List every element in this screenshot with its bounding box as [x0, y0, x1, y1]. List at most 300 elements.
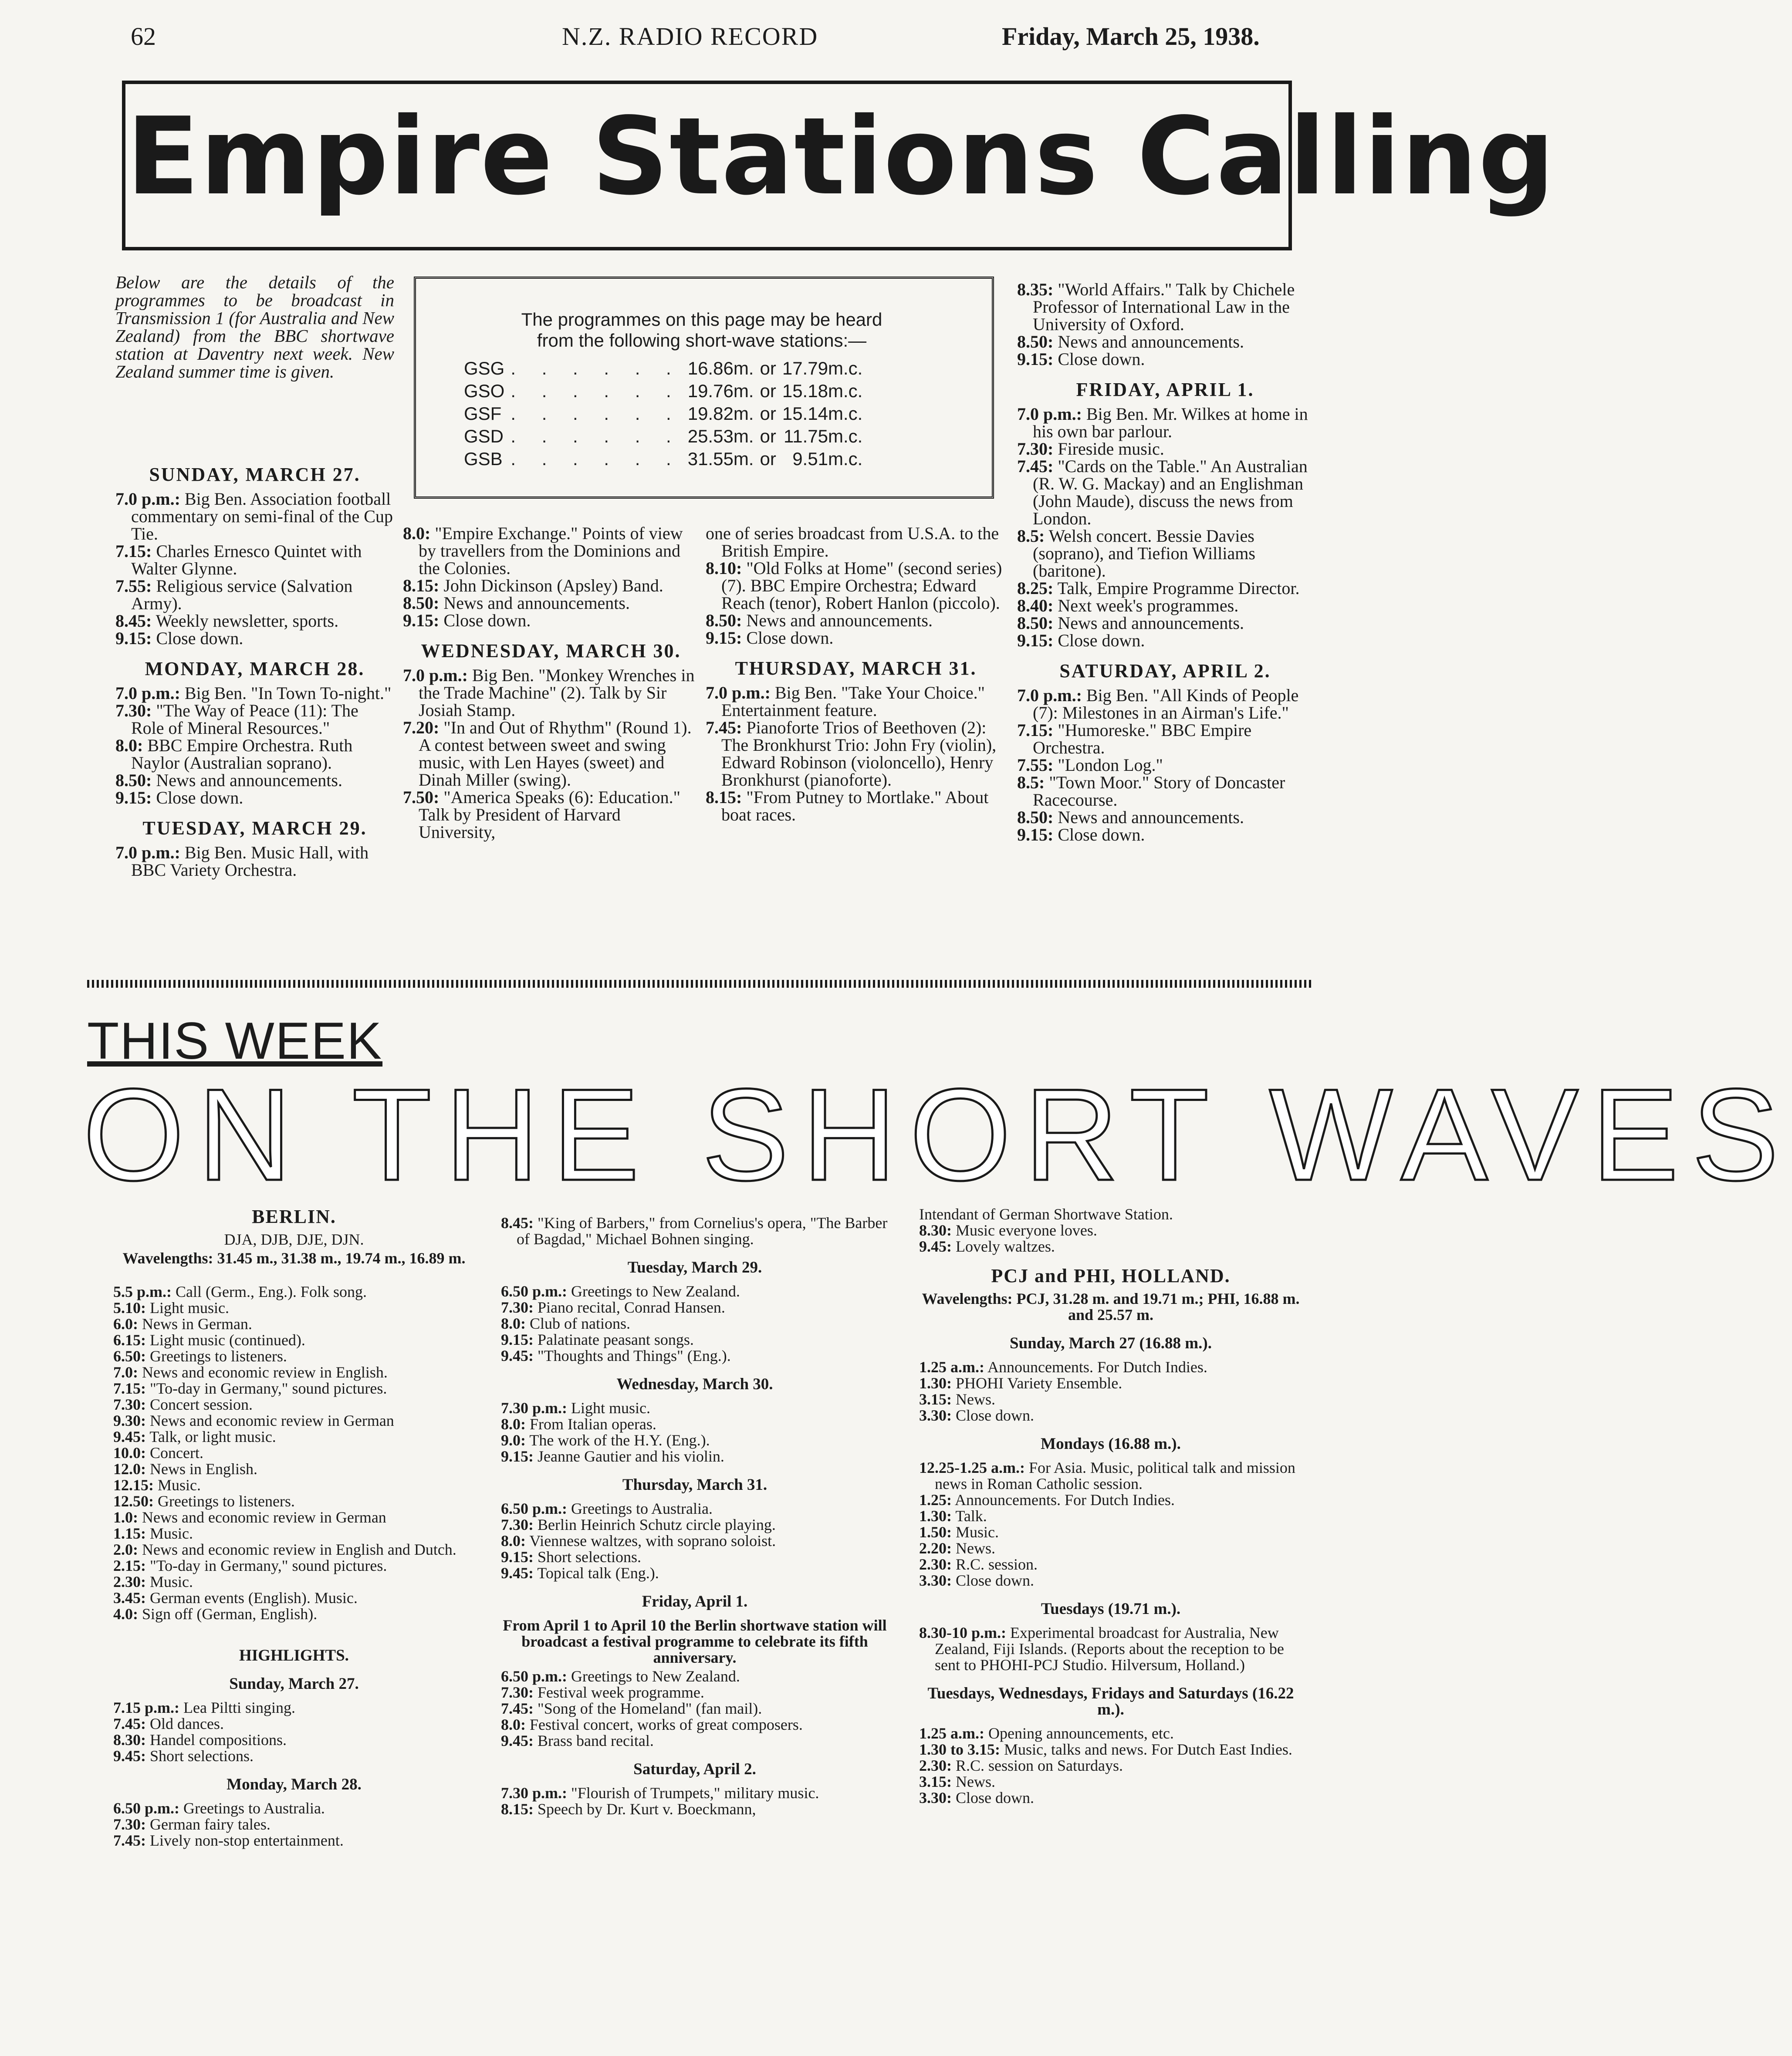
programme-description: Light music. — [567, 1399, 650, 1417]
programme-time: 7.55: — [1017, 755, 1054, 775]
empire-column-2 — [403, 525, 699, 841]
programme-description: News and announcements. — [1053, 807, 1244, 827]
programme-item — [113, 1397, 475, 1413]
programme-description: Close down. — [742, 628, 834, 648]
programme-time: 8.30: — [919, 1222, 952, 1239]
programme-description: "London Log." — [1053, 755, 1163, 775]
programme-description: John Dickinson (Apsley) Band. — [439, 576, 663, 595]
programme-time: 4.0: — [113, 1605, 138, 1623]
programme-item — [1017, 809, 1313, 826]
programme-description: Close down. — [1053, 349, 1145, 369]
station-or: or — [760, 381, 776, 401]
programme-time: 7.0 p.m.: — [1017, 685, 1082, 705]
programme-description: Club of nations. — [526, 1315, 630, 1332]
programme-item — [501, 1400, 889, 1416]
programme-description: Festival concert, works of great composers. — [526, 1716, 803, 1733]
programme-time: 7.30: — [115, 701, 152, 720]
programme-description: Sign off (German, English). — [138, 1605, 318, 1623]
spacer — [113, 1271, 475, 1284]
programme-time: 7.45: — [501, 1700, 534, 1717]
programme-time: 7.15 p.m.: — [113, 1699, 179, 1716]
programme-item — [113, 1284, 475, 1300]
programme-item — [706, 612, 1006, 629]
programme-time: 3.15: — [919, 1773, 952, 1790]
programme-item — [115, 772, 394, 789]
station-frequency: 17.79m.c. — [782, 358, 863, 378]
stations-box — [414, 277, 994, 499]
programme-time: 1.25 a.m.: — [919, 1725, 984, 1742]
programme-time: 9.15: — [501, 1331, 534, 1348]
section-heading: TUESDAY, MARCH 29. — [142, 817, 367, 839]
station-wavelength: 31.55m. — [687, 449, 754, 469]
section-heading: WEDNESDAY, MARCH 30. — [421, 640, 681, 662]
programme-item — [113, 1332, 475, 1348]
programme-item — [403, 789, 699, 841]
programme-description: German events (English). Music. — [146, 1589, 358, 1607]
programme-item — [1017, 597, 1313, 614]
programme-description: Music everyone loves. — [952, 1222, 1097, 1239]
programme-description: Lively non-stop entertainment. — [146, 1832, 344, 1849]
section-heading: MONDAY, MARCH 28. — [145, 658, 365, 679]
programme-description: Talk. — [952, 1507, 987, 1525]
programme-description: News and announcements. — [152, 770, 342, 790]
programme-description: Greetings to listeners. — [154, 1492, 295, 1510]
programme-time: 7.30: — [113, 1816, 146, 1833]
programme-item — [113, 1574, 475, 1590]
programme-item — [706, 789, 1006, 824]
programme-description: Close down. — [1053, 825, 1145, 844]
programme-time: 8.0: — [403, 523, 431, 543]
programme-item — [115, 844, 394, 879]
programme-description: Big Ben. Mr. Wilkes at home in his own bar parlour. — [1033, 404, 1308, 441]
programme-time: 2.30: — [919, 1556, 952, 1573]
programme-item — [1017, 527, 1313, 580]
programme-item — [113, 1748, 475, 1764]
programme-time: 2.15: — [113, 1557, 146, 1574]
programme-item — [919, 1492, 1302, 1508]
programme-description: News and economic review in German — [146, 1412, 394, 1429]
programme-item — [403, 525, 699, 577]
programme-item — [113, 1558, 475, 1574]
programme-time: 9.15: — [501, 1548, 534, 1566]
programme-description: Close down. — [952, 1572, 1034, 1589]
section-heading: Saturday, April 2. — [633, 1760, 756, 1778]
programme-description: Palatinate peasant songs. — [534, 1331, 694, 1348]
programme-time: 3.15: — [919, 1391, 952, 1408]
section-heading: Thursday, March 31. — [622, 1476, 768, 1494]
programme-time: 8.30: — [113, 1731, 146, 1749]
programme-description: Speech by Dr. Kurt v. Boeckmann, — [534, 1800, 756, 1818]
programme-description: "In and Out of Rhythm" (Round 1). A contest between sweet and swing music, with Len Hayes (sweet) and Dinah Miller (swing). — [419, 718, 692, 790]
shortwave-column-1 — [113, 1206, 475, 1849]
programme-item — [919, 1391, 1302, 1408]
programme-item — [113, 1700, 475, 1716]
empire-column-1 — [115, 453, 394, 879]
programme-time: 9.45: — [501, 1732, 534, 1749]
programme-description: Topical talk (Eng.). — [534, 1564, 659, 1582]
section-heading: Tuesdays (19.71 m.). — [1041, 1600, 1181, 1618]
programme-item — [113, 1381, 475, 1397]
programme-item — [113, 1493, 475, 1509]
station-frequency: 15.18m.c. — [782, 381, 863, 401]
programme-description: Charles Ernesco Quintet with Walter Glynne. — [131, 541, 362, 578]
programme-description: Lovely waltzes. — [952, 1238, 1055, 1255]
station-frequency: 11.75m.c. — [783, 426, 863, 446]
programme-time: 1.30: — [919, 1507, 952, 1525]
programme-item — [501, 1517, 889, 1533]
programme-description: "From Putney to Mortlake." About boat races. — [721, 787, 989, 824]
programme-item — [113, 1732, 475, 1748]
stations-table — [464, 357, 869, 470]
station-wavelength: 19.76m. — [687, 381, 754, 401]
programme-description: Big Ben. "In Town To-night." — [180, 683, 392, 703]
station-call-sign: GSD — [464, 426, 504, 446]
programme-description: News and economic review in German — [138, 1509, 386, 1526]
programme-item — [1017, 351, 1313, 368]
programme-item — [113, 1542, 475, 1558]
programme-description: Religious service (Salvation Army). — [131, 576, 353, 613]
programme-time: 8.0: — [115, 736, 143, 755]
programme-time: 7.15: — [113, 1380, 146, 1397]
programme-time: 9.45: — [501, 1347, 534, 1364]
programme-description: Light music (continued). — [146, 1331, 305, 1349]
programme-item — [501, 1215, 889, 1247]
programme-time: 7.0 p.m.: — [403, 665, 468, 685]
programme-item — [1017, 580, 1313, 597]
programme-item — [403, 594, 699, 612]
leader-dots: . . . . . . — [511, 381, 682, 401]
programme-time: 9.0: — [501, 1431, 526, 1449]
programme-description: Greetings to Australia. — [179, 1799, 325, 1817]
programme-time: 7.30: — [501, 1516, 534, 1533]
section-heading: THURSDAY, MARCH 31. — [735, 658, 977, 679]
programme-item — [1017, 826, 1313, 844]
programme-item — [115, 490, 394, 543]
programme-time: 8.50: — [403, 593, 440, 613]
programme-time: 3.45: — [113, 1589, 146, 1607]
programme-item — [113, 1716, 475, 1732]
station-heading: BERLIN. — [252, 1206, 336, 1227]
programme-time: 8.50: — [1017, 613, 1054, 633]
programme-description: From Italian operas. — [526, 1415, 656, 1433]
programme-item — [919, 1222, 1302, 1239]
programme-description: Welsh concert. Bessie Davies (soprano), and Tiefion Williams (baritone). — [1033, 526, 1255, 581]
programme-time: 6.50 p.m.: — [113, 1799, 179, 1817]
programme-item — [403, 612, 699, 629]
programme-time: 8.50: — [1017, 332, 1054, 351]
station-call-sign: GSG — [464, 358, 505, 378]
programme-time: 7.30: — [113, 1396, 146, 1413]
programme-description: The work of the H.Y. (Eng.). — [526, 1431, 710, 1449]
programme-item — [115, 612, 394, 630]
station-wavelength: 16.86m. — [687, 358, 754, 378]
programme-description: Short selections. — [534, 1548, 641, 1566]
section-heading: Sunday, March 27 (16.88 m.). — [1010, 1334, 1212, 1352]
station-row — [464, 357, 869, 380]
programme-time: 9.15: — [115, 628, 152, 648]
programme-item — [113, 1526, 475, 1542]
programme-item — [501, 1501, 889, 1517]
station-row — [464, 380, 869, 402]
programme-time: 6.50 p.m.: — [501, 1283, 567, 1300]
programme-time: 7.45: — [113, 1715, 146, 1732]
stations-heading-1: The programmes on this page may be heard — [521, 309, 882, 330]
programme-time: 8.40: — [1017, 596, 1054, 615]
programme-time: 8.0: — [501, 1315, 526, 1332]
publication-name: N.Z. RADIO RECORD — [562, 22, 818, 51]
programme-item — [1017, 333, 1313, 351]
programme-time: 8.0: — [501, 1415, 526, 1433]
programme-item — [706, 684, 1006, 719]
programme-description: Greetings to New Zealand. — [567, 1668, 740, 1685]
programme-description: Light music. — [146, 1299, 229, 1317]
shortwave-column-2 — [501, 1215, 889, 1817]
programme-item — [501, 1549, 889, 1565]
programme-time: 1.15: — [113, 1525, 146, 1542]
programme-time: 8.50: — [706, 611, 742, 630]
programme-description: Berlin Heinrich Schutz circle playing. — [534, 1516, 776, 1533]
programme-time: 8.0: — [501, 1716, 526, 1733]
programme-description: Old dances. — [146, 1715, 224, 1732]
programme-item — [501, 1565, 889, 1581]
programme-description: Concert session. — [146, 1396, 253, 1413]
programme-time: 2.30: — [919, 1757, 952, 1774]
programme-description: Close down. — [952, 1789, 1034, 1806]
programme-time: 1.25: — [919, 1491, 952, 1509]
programme-item — [706, 629, 1006, 647]
programme-description: Music, talks and news. For Dutch East Indies. — [1000, 1741, 1292, 1758]
programme-description: Experimental broadcast for Australia, New Zealand, Fiji Islands. (Reports about the reception to be sent to PHOHI-PCJ Studio. Hilversum, Holland.) — [935, 1624, 1284, 1674]
station-or: or — [760, 358, 776, 378]
programme-time: 7.15: — [1017, 720, 1054, 740]
programme-item — [1017, 756, 1313, 774]
programme-item — [113, 1429, 475, 1445]
programme-time: 9.15: — [403, 611, 440, 630]
programme-time: 7.20: — [403, 718, 440, 737]
programme-item — [1017, 281, 1313, 333]
programme-item — [113, 1833, 475, 1849]
programme-time: 9.15: — [706, 628, 742, 648]
programme-description: Big Ben. "Take Your Choice." Entertainment feature. — [721, 683, 985, 720]
programme-item — [501, 1701, 889, 1717]
programme-item — [919, 1408, 1302, 1424]
programme-time: 9.30: — [113, 1412, 146, 1429]
programme-description: Greetings to Australia. — [567, 1500, 713, 1517]
programme-item — [501, 1332, 889, 1348]
programme-time: 8.15: — [403, 576, 440, 595]
station-or: or — [760, 403, 776, 424]
section-heading: SATURDAY, APRIL 2. — [1059, 660, 1271, 682]
programme-time: 8.15: — [501, 1800, 534, 1818]
programme-time: 3.30: — [919, 1407, 952, 1424]
programme-item — [115, 543, 394, 577]
programme-item — [1017, 458, 1313, 527]
programme-item — [115, 685, 394, 702]
programme-item — [403, 719, 699, 789]
station-wavelength: 19.82m. — [687, 403, 754, 424]
programme-item — [501, 1316, 889, 1332]
programme-description: Music. — [146, 1573, 193, 1590]
programme-time: 7.15: — [115, 541, 152, 561]
section-heading: Sunday, March 27. — [229, 1675, 359, 1693]
programme-description: R.C. session on Saturdays. — [952, 1757, 1123, 1774]
programme-item — [501, 1300, 889, 1316]
programme-item — [919, 1508, 1302, 1524]
station-or: or — [760, 426, 776, 446]
programme-description: Music. — [154, 1476, 201, 1494]
programme-item — [1017, 774, 1313, 809]
stations-heading-2: from the following short-wave stations:— — [537, 330, 867, 351]
section-heading: Wednesday, March 30. — [616, 1375, 773, 1393]
leader-dots: . . . . . . — [511, 426, 682, 446]
programme-time: 7.30: — [501, 1299, 534, 1316]
programme-description: News and economic review in English and Dutch. — [138, 1541, 456, 1558]
programme-item — [113, 1509, 475, 1526]
programme-time: 7.50: — [403, 787, 440, 807]
leader-dots: . . . . . . — [511, 403, 682, 424]
programme-description: Big Ben. Association football commentary on semi-final of the Cup Tie. — [131, 489, 393, 544]
programme-time: 1.25 a.m.: — [919, 1358, 984, 1376]
programme-time: 8.10: — [706, 558, 742, 578]
programme-item — [919, 1758, 1302, 1774]
programme-description: "World Affairs." Talk by Chichele Professor of International Law in the University of Oxford. — [1033, 280, 1295, 334]
programme-time: 8.5: — [1017, 773, 1045, 792]
programme-description: Music. — [146, 1525, 193, 1542]
programme-item — [113, 1606, 475, 1622]
programme-item — [501, 1733, 889, 1749]
programme-time: 6.15: — [113, 1331, 146, 1349]
programme-item — [501, 1801, 889, 1817]
programme-description: "King of Barbers," from Cornelius's opera, "The Barber of Bagdad," Michael Bohnen singing. — [517, 1214, 888, 1248]
programme-time: 2.20: — [919, 1539, 952, 1557]
programme-item — [919, 1625, 1302, 1673]
page-number: 62 — [131, 22, 156, 51]
programme-time: 7.30 p.m.: — [501, 1399, 567, 1417]
programme-time: 9.15: — [501, 1448, 534, 1465]
programme-item — [113, 1300, 475, 1316]
programme-item — [113, 1461, 475, 1477]
programme-description: Close down. — [1053, 631, 1145, 650]
programme-time: 9.45: — [113, 1428, 146, 1445]
programme-item — [403, 577, 699, 594]
programme-time: 2.30: — [113, 1573, 146, 1590]
programme-description: News and announcements. — [742, 611, 933, 630]
programme-time: 1.30: — [919, 1374, 952, 1392]
station-wavelength: 25.53m. — [687, 426, 754, 446]
programme-description: Short selections. — [146, 1747, 254, 1765]
programme-description: "To-day in Germany," sound pictures. — [146, 1380, 387, 1397]
short-waves-title: ON THE SHORT WAVES — [83, 1061, 1792, 1208]
programme-time: 9.45: — [113, 1747, 146, 1765]
programme-time: 5.10: — [113, 1299, 146, 1317]
programme-description: Concert. — [146, 1444, 203, 1462]
programme-time: 7.30 p.m.: — [501, 1784, 567, 1802]
programme-time: 7.45: — [113, 1832, 146, 1849]
programme-time: 7.0 p.m.: — [115, 489, 180, 509]
programme-description: Close down. — [152, 628, 243, 648]
programme-item — [115, 789, 394, 807]
station-row — [464, 448, 869, 470]
programme-item — [919, 1556, 1302, 1573]
programme-description: "Town Moor." Story of Doncaster Racecourse. — [1033, 773, 1285, 810]
section-heading: FRIDAY, APRIL 1. — [1076, 379, 1254, 400]
programme-description: "To-day in Germany," sound pictures. — [146, 1557, 387, 1574]
programme-time: 7.0 p.m.: — [115, 843, 180, 862]
programme-time: 12.25-1.25 a.m.: — [919, 1459, 1025, 1476]
programme-item — [113, 1590, 475, 1606]
programme-item — [501, 1432, 889, 1448]
programme-description: Greetings to New Zealand. — [567, 1283, 740, 1300]
section-heading: Tuesday, March 29. — [627, 1259, 762, 1276]
programme-description: "Empire Exchange." Points of view by travellers from the Dominions and the Colonies. — [419, 523, 683, 578]
programme-description: Opening announcements, etc. — [984, 1725, 1174, 1742]
programme-time: 10.0: — [113, 1444, 146, 1462]
section-heading: DJA, DJB, DJE, DJN. — [224, 1231, 364, 1248]
programme-description: "Song of the Homeland" (fan mail). — [534, 1700, 762, 1717]
programme-time: 6.50: — [113, 1347, 146, 1365]
programme-time: 7.0: — [113, 1364, 138, 1381]
station-frequency: 9.51m.c. — [792, 449, 863, 469]
section-heading: SUNDAY, MARCH 27. — [149, 464, 361, 485]
programme-description: News and announcements. — [439, 593, 630, 613]
programme-time: 8.5: — [1017, 526, 1045, 546]
section-heading: Tuesdays, Wednesdays, Fridays and Saturdays (16.22 m.). — [927, 1685, 1294, 1718]
programme-description: Fireside music. — [1053, 439, 1164, 459]
programme-item — [403, 667, 699, 719]
programme-description: For Asia. Music, political talk and mission news in Roman Catholic session. — [935, 1459, 1295, 1492]
programme-time: 1.30 to 3.15: — [919, 1741, 1000, 1758]
programme-item — [919, 1573, 1302, 1589]
issue-date: Friday, March 25, 1938. — [1002, 22, 1260, 51]
programme-description: "Old Folks at Home" (second series) (7). BBC Empire Orchestra; Edward Reach (tenor), Robert Hanlon (piccolo). — [721, 558, 1002, 613]
programme-item — [501, 1283, 889, 1300]
programme-item — [919, 1774, 1302, 1790]
programme-item — [1017, 614, 1313, 632]
programme-item — [501, 1668, 889, 1685]
programme-time: 9.15: — [1017, 349, 1054, 369]
programme-item — [113, 1445, 475, 1461]
programme-time: 7.0 p.m.: — [115, 683, 180, 703]
programme-time: 8.15: — [706, 787, 742, 807]
programme-description: Talk, or light music. — [146, 1428, 276, 1445]
programme-item — [919, 1790, 1302, 1806]
programme-description: Big Ben. Music Hall, with BBC Variety Orchestra. — [131, 843, 369, 880]
programme-time: 9.15: — [1017, 631, 1054, 650]
programme-time: 12.15: — [113, 1476, 154, 1494]
programme-time: 1.0: — [113, 1509, 138, 1526]
programme-description: Announcements. For Dutch Indies. — [952, 1491, 1175, 1509]
station-or: or — [760, 449, 776, 469]
programme-description: German fairy tales. — [146, 1816, 270, 1833]
programme-description: Jeanne Gautier and his violin. — [534, 1448, 724, 1465]
programme-time: 7.55: — [115, 576, 152, 596]
programme-item — [113, 1348, 475, 1364]
programme-description: Talk, Empire Programme Director. — [1053, 578, 1300, 598]
programme-time: 8.0: — [501, 1532, 526, 1550]
section-divider — [87, 980, 1311, 988]
programme-item — [501, 1416, 889, 1432]
programme-time: 2.0: — [113, 1541, 138, 1558]
programme-time: 7.45: — [706, 718, 742, 737]
programme-time: 8.50: — [115, 770, 152, 790]
programme-time: 6.50 p.m.: — [501, 1668, 567, 1685]
programme-item — [1017, 632, 1313, 649]
empire-column-4 — [1017, 281, 1313, 844]
programme-time: 8.45: — [501, 1214, 534, 1232]
empire-column-3 — [706, 525, 1006, 824]
programme-time: 8.35: — [1017, 280, 1054, 299]
programme-description: Close down. — [152, 788, 243, 807]
